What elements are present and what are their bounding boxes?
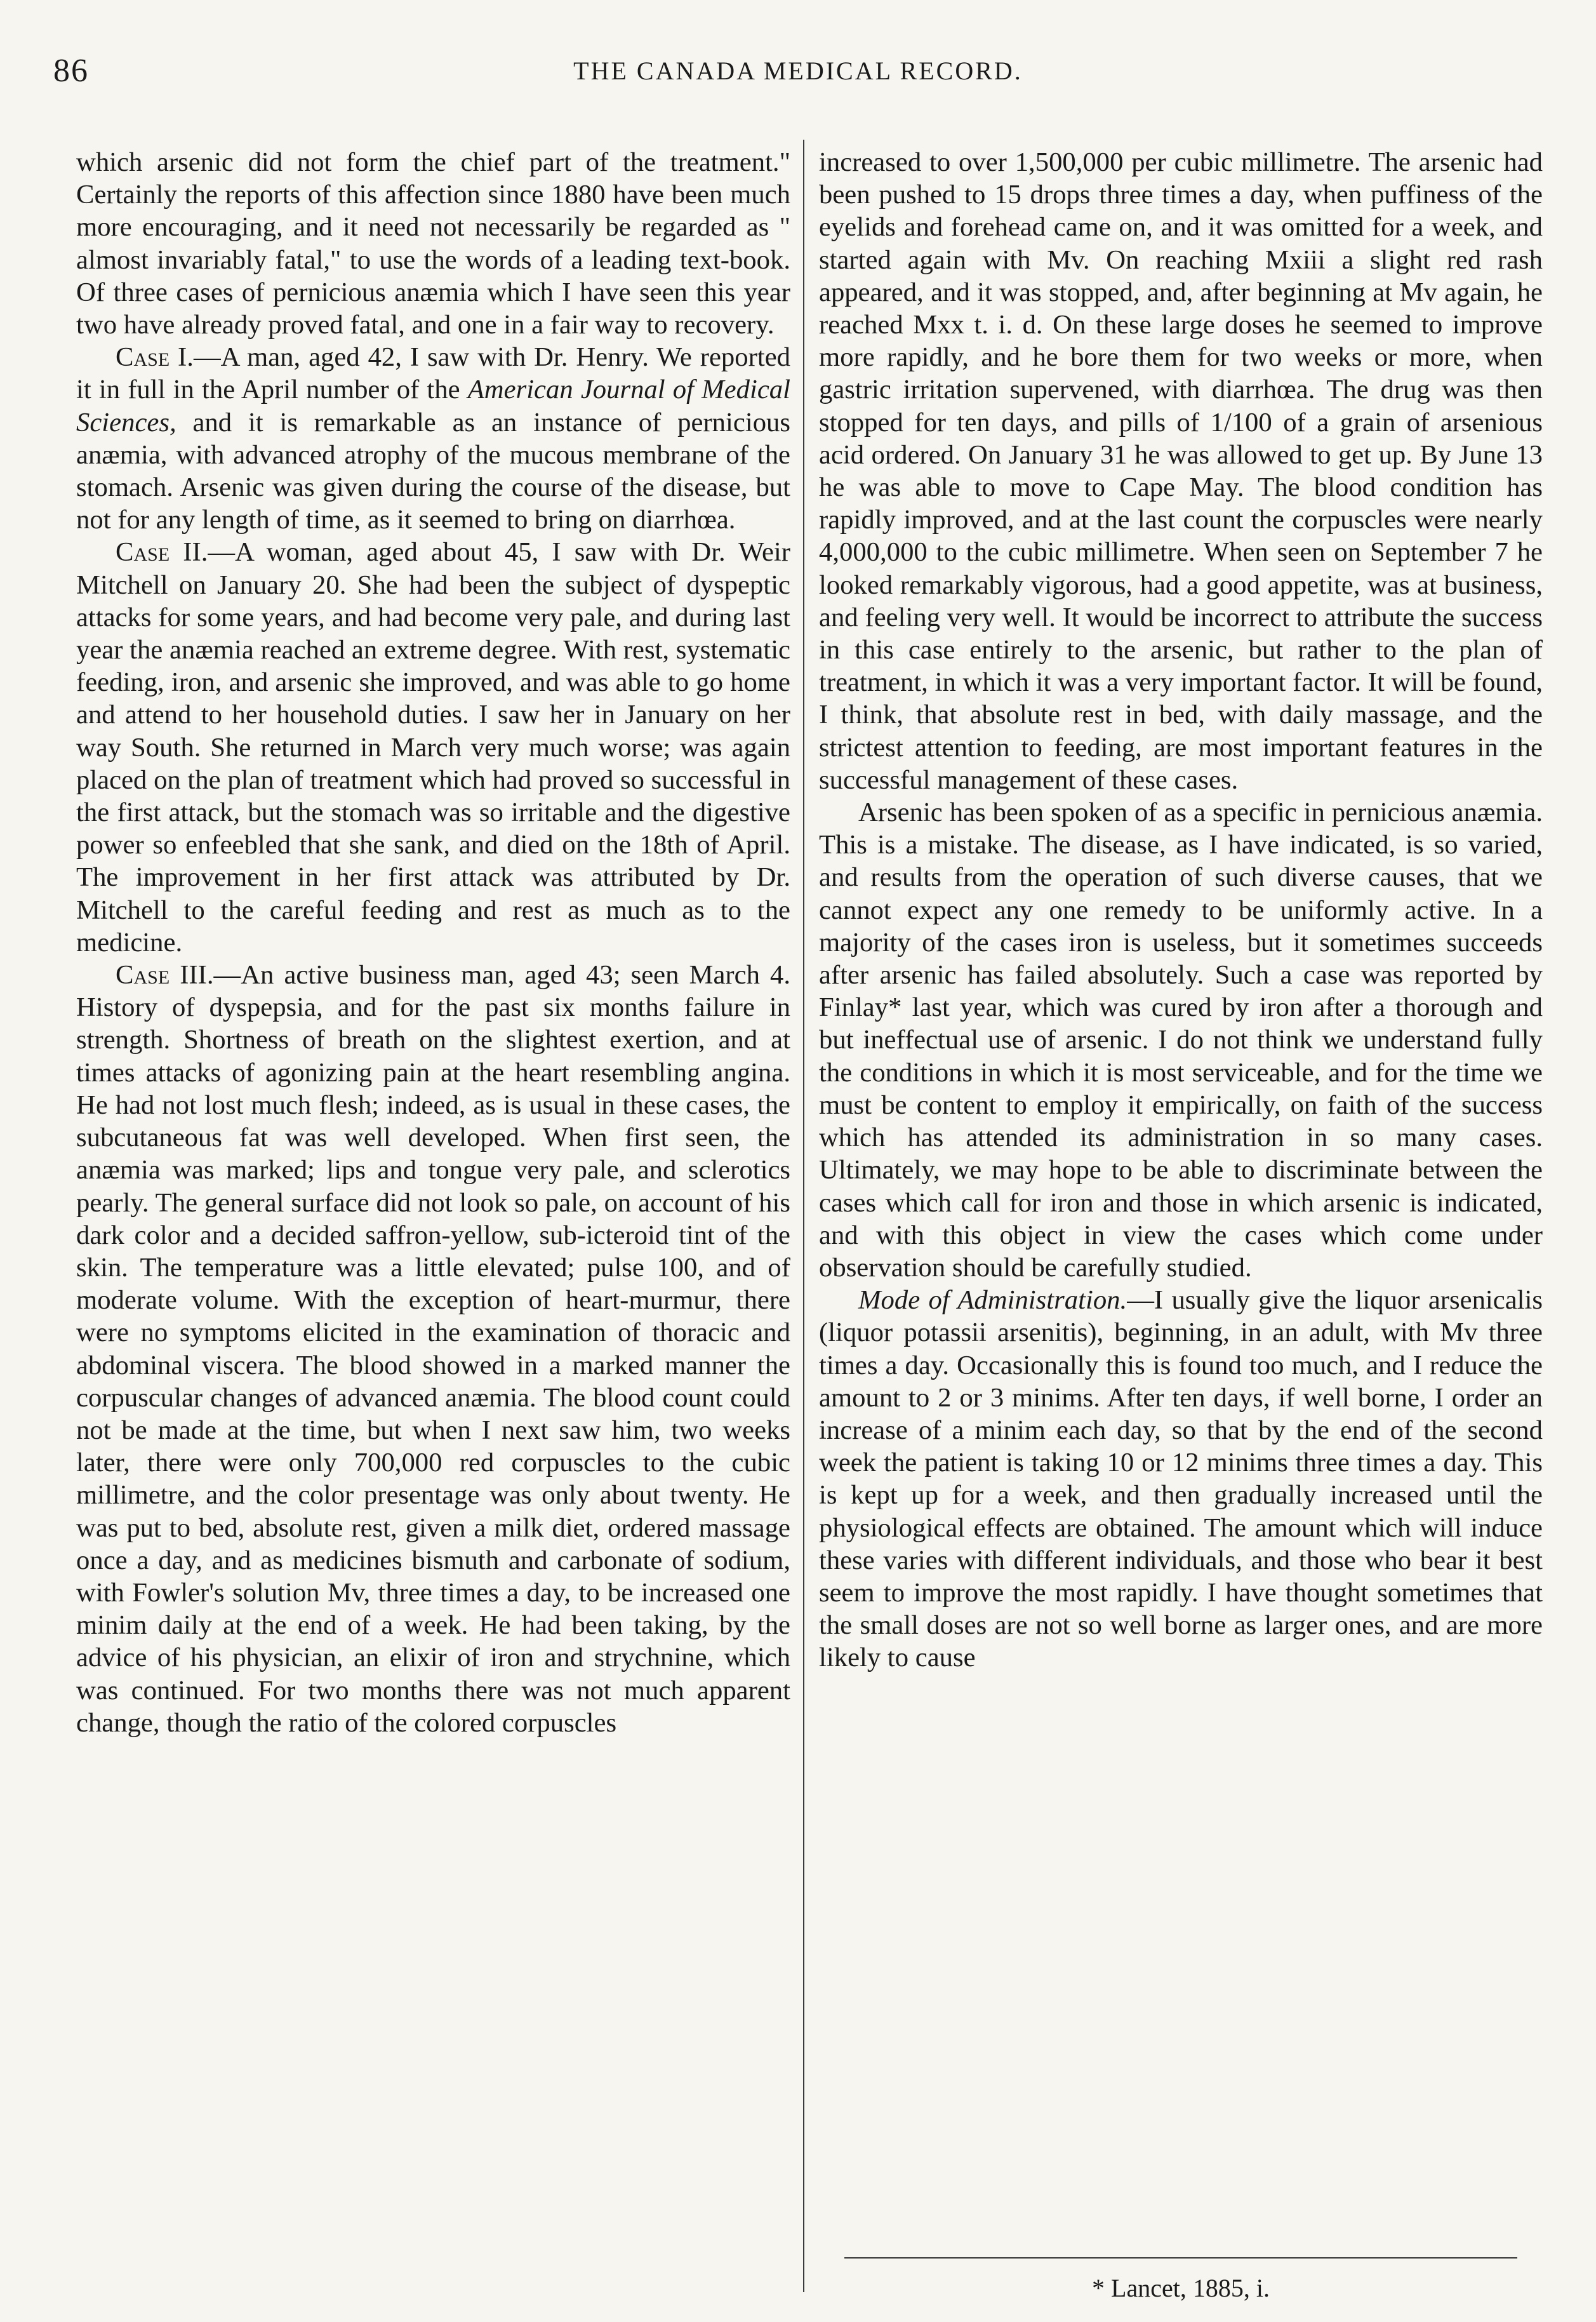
footnote: * Lancet, 1885, i.	[1092, 2274, 1270, 2302]
left-column	[76, 146, 790, 1739]
case-label: Case III.	[116, 960, 214, 991]
journal-title: American Journal of Medical Sciences,	[76, 375, 790, 437]
case-label: Case I.	[116, 342, 194, 373]
case-one-paragraph	[76, 341, 790, 536]
page-header	[53, 52, 1543, 97]
paragraph-text: —An active business man, aged 43; seen March 4. History of dyspepsia, and for the past six months failure in strength. Shortness of breath on the slightest exertion, and at times attacks of agonizing pain at the heart resembling angina. He had not lost much flesh; indeed, as is usual in these cases, the subcutaneous fat was well developed. When first seen, the anæmia was marked; lips and tongue very pale, and sclerotics pearly. The general surface did not look so pale, on account of his dark color and a decided saffron-yellow, sub-icteroid tint of the skin. The temperature was a little elevated; pulse 100, and of moderate volume. With the exception of heart-murmur, there were no symptoms elicited in the examination of thoracic and abdominal viscera. The blood showed in a marked manner the corpuscular changes of advanced anæmia. The blood count could not be made at the time, but when I next saw him, two weeks later, there were only 700,000 red corpuscles to the cubic millimetre, and the color presentage was only about twenty. He was put to bed, absolute rest, given a milk diet, ordered massage once a day, and as medicines bismuth and carbonate of sodium, with Fowler's solution Mv, three times a day, to be increased one minim daily at the end of a week. He had been taking, by the advice of his physician, an elixir of iron and strychnine, which was continued. For two months there was not much apparent change, though the ratio of the colored corpuscles	[76, 960, 790, 1738]
column-divider	[803, 140, 804, 2292]
case-two-paragraph	[76, 536, 790, 959]
footnote-rule	[844, 2257, 1517, 2259]
right-column	[819, 146, 1543, 1674]
paragraph-text: —A woman, aged about 45, I saw with Dr. Weir Mitchell on January 20. She had been the subject of dyspeptic attacks for some years, and had become very pale, and during last year the anæmia reached an extreme degree. With rest, systematic feeding, iron, and arsenic she improved, and was able to go home and attend to her household duties. I saw her in January on her way South. She returned in March very much worse; was again placed on the plan of treatment which had proved so successful in the first attack, but the stomach was so irritable and the digestive power so enfeebled that she sank, and died on the 18th of April. The improvement in her first attack was attributed by Dr. Mitchell to the careful feeding and rest as much as to the medicine.	[76, 537, 791, 957]
paragraph: Arsenic has been spoken of as a specific in pernicious anæmia. This is a mistake. The disease, as I have indicated, is so varied, and results from the operation of such diverse causes, that we cannot expect any one remedy to be uniformly active. In a majority of the cases iron is useless, but it sometimes succeeds after arsenic has failed absolutely. Such a case was reported by Finlay* last year, which was cured by iron after a thorough and but ineffectual use of arsenic. I do not think we understand fully the conditions in which it is most serviceable, and for the time we must be content to employ it empirically, on faith of the success which has attended its administration in so many cases. Ultimately, we may hope to be able to discriminate between the cases which call for iron and those in which arsenic is indicated, and with this object in view the cases which come under observation should be carefully studied.	[819, 797, 1543, 1283]
paragraph-text: —I usually give the liquor arsenicalis (liquor potassii arsenitis), beginning, in an adult, with Mv three times a day. Occasionally this is found too much, and I reduce the amount to 2 or 3 minims. After ten days, if well borne, I order an increase of a minim each day, so that by the end of the second week the patient is taking 10 or 12 minims three times a day. This is kept up for a week, and then gradually increased until the physiological effects are obtained. The amount which will induce these varies with different individuals, and those who bear it best seem to improve the most rapidly. I have thought sometimes that the small doses are not so well borne as larger ones, and are more likely to cause	[819, 1285, 1543, 1673]
running-head: THE CANADA MEDICAL RECORD.	[573, 57, 1023, 85]
paragraph-text: —A man, aged 42, I saw with Dr. Henry. We reported it in full in the April number of the	[76, 342, 790, 405]
section-label: Mode of Administration.	[858, 1285, 1127, 1316]
mode-of-administration-paragraph	[819, 1284, 1543, 1674]
page-number: 86	[53, 53, 89, 89]
paragraph: which arsenic did not form the chief part of the treatment." Certainly the reports of this affection since 1880 have been much more encouraging, and it need not necessarily be regarded as " almost invariably fatal," to use the words of a leading text-book. Of three cases of pernicious anæmia which I have seen this year two have already proved fatal, and one in a fair way to recovery.	[76, 147, 790, 340]
case-label: Case II.	[116, 537, 208, 568]
paragraph-text: and it is remarkable as an instance of pernicious anæmia, with advanced atrophy of the mucous membrane of the stomach. Arsenic was given during the course of the disease, but not for any length of time, as it seemed to bring on diarrhœa.	[76, 407, 790, 535]
case-three-paragraph	[76, 959, 790, 1739]
paragraph: increased to over 1,500,000 per cubic millimetre. The arsenic had been pushed to 15 drops three times a day, when puffiness of the eyelids and forehead came on, and it was omitted for a week, and started again with Mv. On reaching Mxiii a slight red rash appeared, and it was stopped, and, after beginning at Mv again, he reached Mxx t. i. d. On these large doses he seemed to improve more rapidly, and he bore them for two weeks or more, when gastric irritation supervened, with diarrhœa. The drug was then stopped for ten days, and pills of 1/100 of a grain of arsenious acid ordered. On January 31 he was allowed to get up. By June 13 he was able to move to Cape May. The blood condition has rapidly improved, and at the last count the corpuscles were nearly 4,000,000 to the cubic millimetre. When seen on September 7 he looked remarkably vigorous, had a good appetite, was at business, and feeling very well. It would be incorrect to attribute the success in this case entirely to the arsenic, but rather to the plan of treatment, in which it was a very important factor. It will be found, I think, that absolute rest in bed, with daily massage, and the strictest attention to feeding, are most important features in the successful management of these cases.	[819, 147, 1543, 795]
